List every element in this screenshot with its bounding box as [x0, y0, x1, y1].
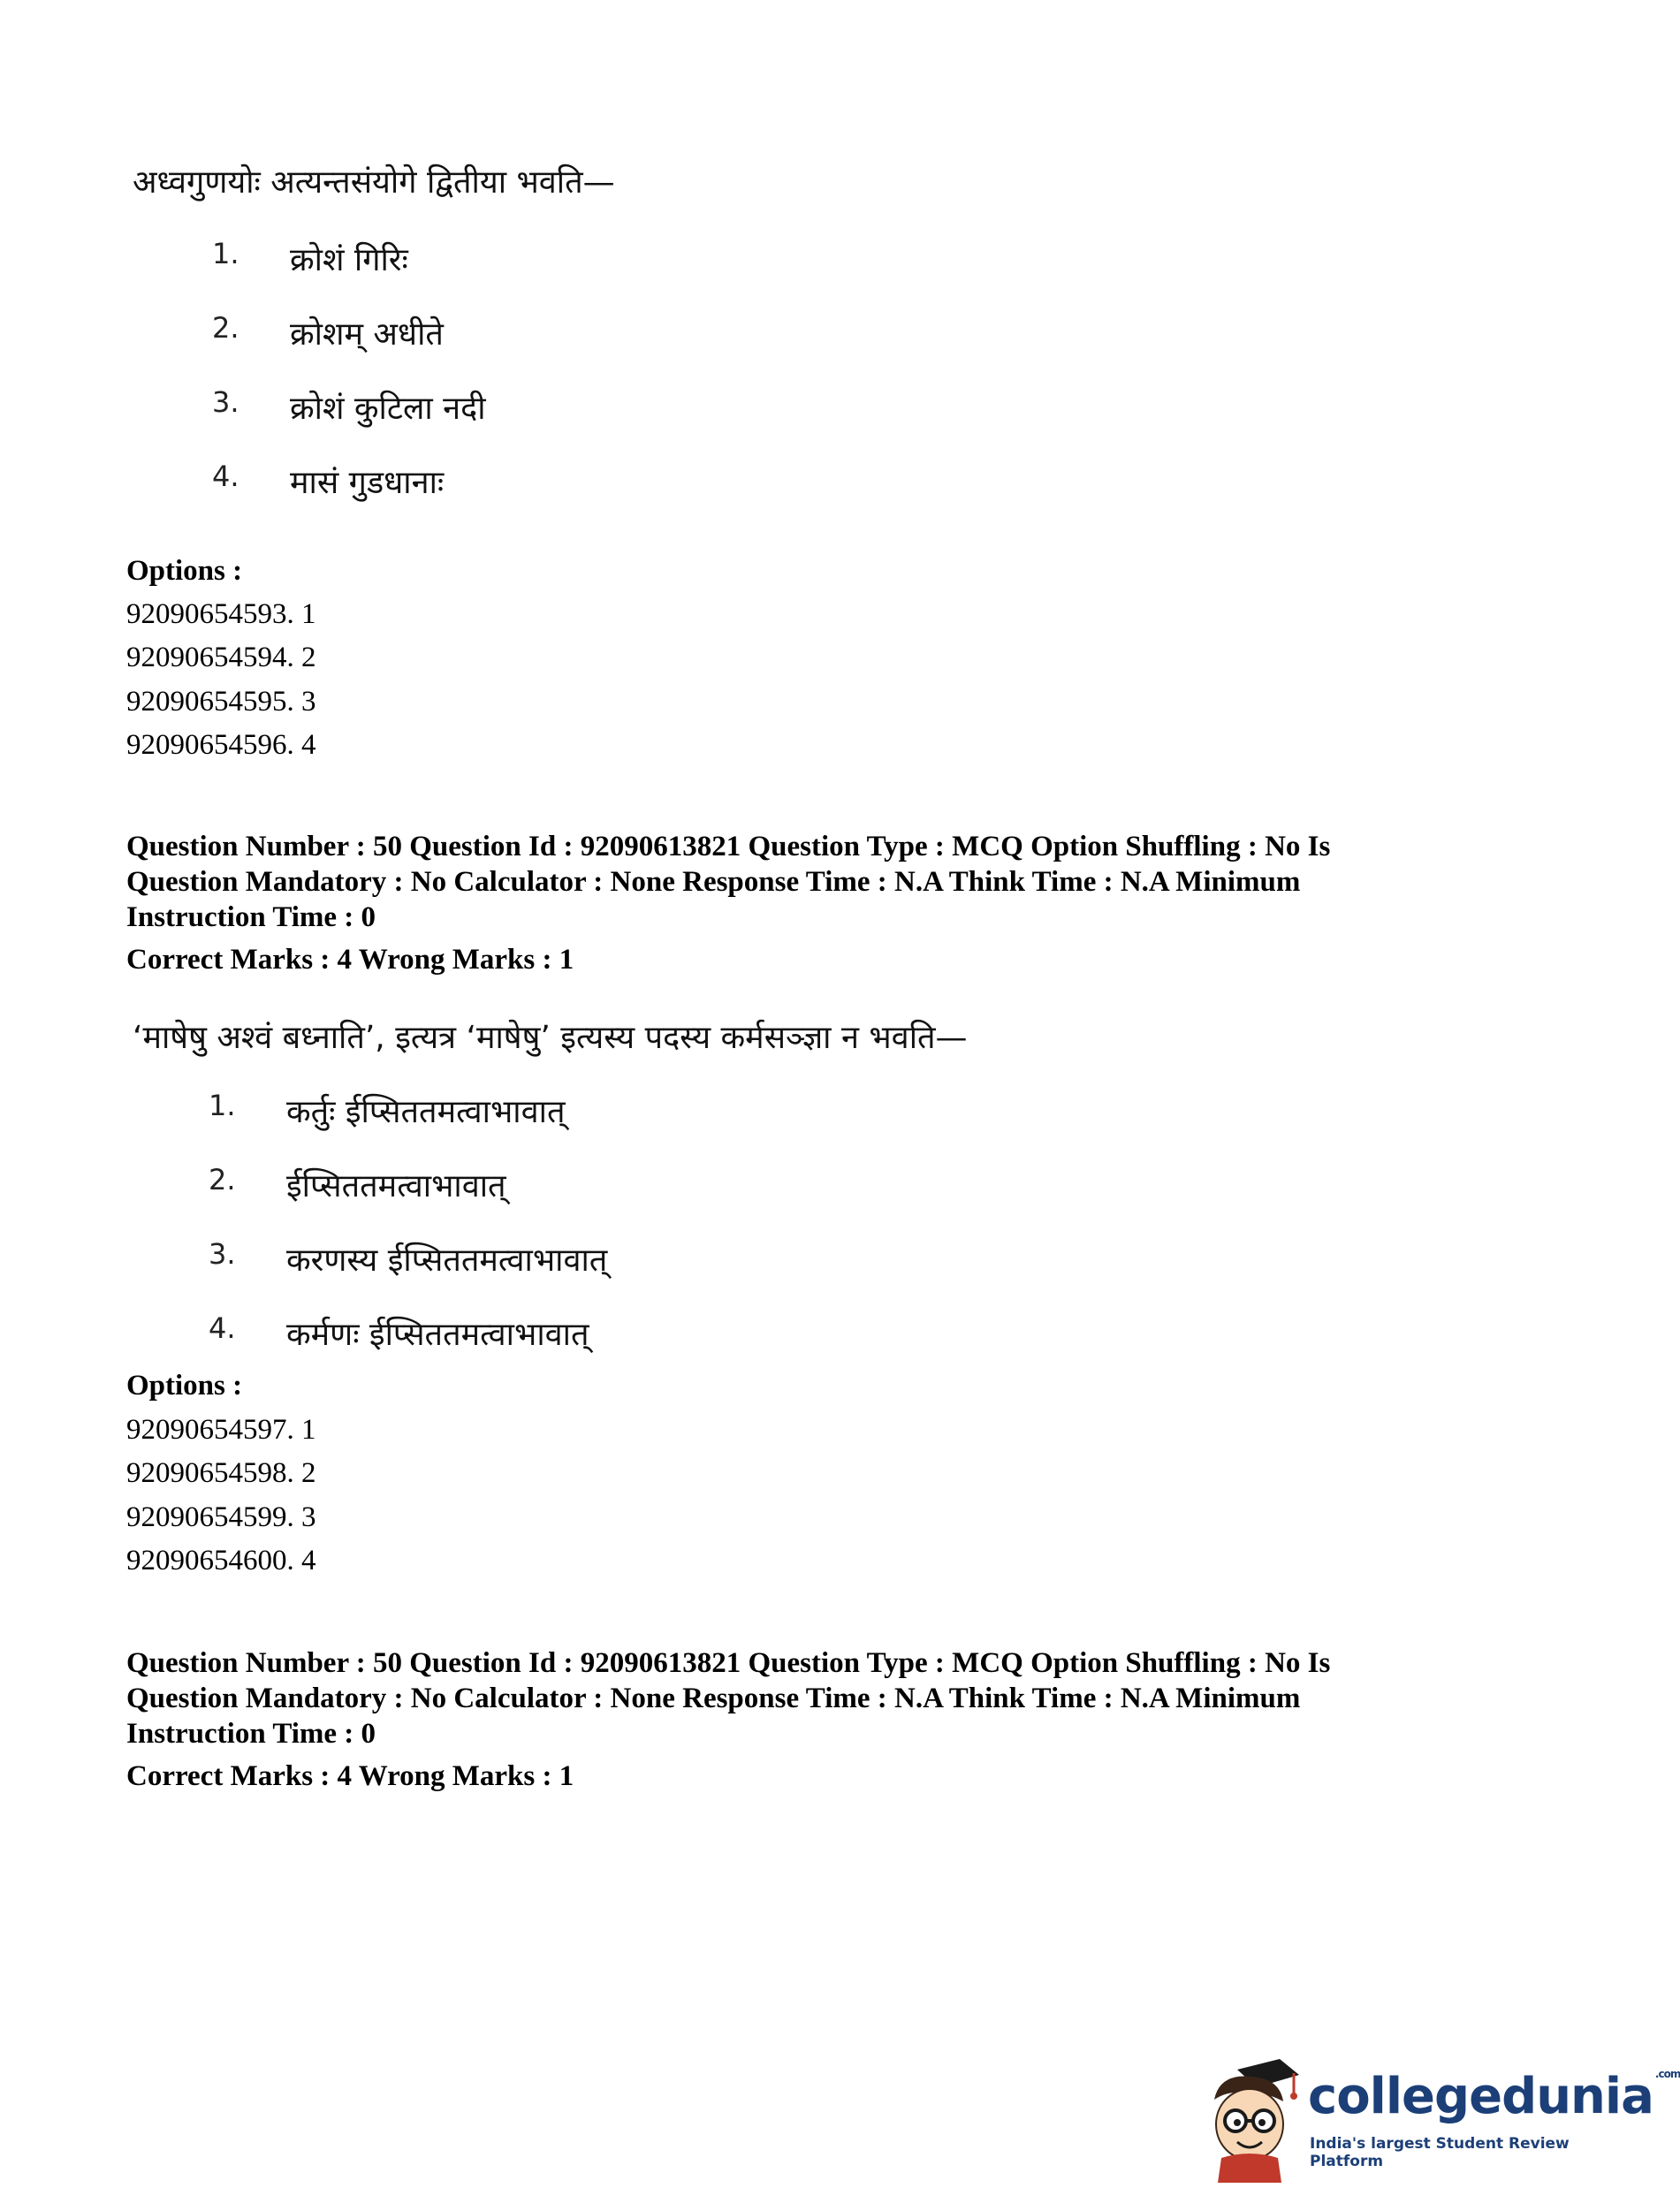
meta-line: Question Number : 50 Question Id : 92090613821 Question Type : MCQ Option Shuffling : No Is — [126, 1647, 1331, 1679]
question-meta — [126, 829, 1505, 935]
logo-superscript: .com — [1654, 2068, 1680, 2080]
meta-line: Instruction Time : 0 — [126, 901, 376, 933]
choice-number: 4. — [209, 1311, 236, 1345]
choice-text: कर्तुः ईप्सिततमत्वाभावात् — [286, 1094, 566, 1130]
marks-line: Correct Marks : 4 Wrong Marks : 1 — [126, 944, 574, 976]
logo-name: collegedunia $^{.com}$ — [1308, 2068, 1680, 2125]
option-line: 92090654600. 4 — [126, 1545, 316, 1576]
choice-text: मासं गुडधानाः — [290, 465, 445, 501]
option-line: 92090654593. 1 — [126, 598, 316, 630]
mascot-icon — [1202, 2050, 1308, 2183]
choice-text: क्रोशम् अधीते — [290, 316, 444, 353]
options-heading: Options : — [126, 555, 243, 587]
choice-text: कर्मणः ईप्सिततमत्वाभावात् — [286, 1317, 589, 1353]
meta-line: Question Mandatory : No Calculator : None Response Time : N.A Think Time : N.A Minimum — [126, 866, 1301, 898]
option-line: 92090654598. 2 — [126, 1457, 316, 1489]
collegedunia-logo — [1202, 2050, 1680, 2183]
options-heading: Options : — [126, 1370, 243, 1402]
option-line: 92090654599. 3 — [126, 1501, 316, 1533]
meta-line: Instruction Time : 0 — [126, 1718, 376, 1750]
choice-number: 3. — [209, 1237, 236, 1271]
choice-number: 2. — [212, 311, 239, 345]
choice-text: करणस्य ईप्सिततमत्वाभावात् — [286, 1242, 608, 1279]
choice-number: 1. — [209, 1089, 236, 1122]
option-line: 92090654597. 1 — [126, 1414, 316, 1446]
choice-text: ईप्सिततमत्वाभावात् — [286, 1168, 506, 1204]
marks-line: Correct Marks : 4 Wrong Marks : 1 — [126, 1760, 574, 1792]
choice-number: 2. — [209, 1163, 236, 1197]
option-line: 92090654594. 2 — [126, 642, 316, 673]
choice-number: 4. — [212, 460, 239, 493]
meta-line: Question Mandatory : No Calculator : None Response Time : N.A Think Time : N.A Minimum — [126, 1683, 1301, 1714]
choice-text: क्रोशं गिरिः — [290, 242, 408, 278]
choice-text: क्रोशं कुटिला नदी — [290, 391, 486, 427]
meta-line: Question Number : 50 Question Id : 92090613821 Question Type : MCQ Option Shuffling : No Is — [126, 831, 1331, 862]
logo-tagline: India's largest Student Review Platform — [1310, 2135, 1570, 2170]
option-line: 92090654596. 4 — [126, 729, 316, 761]
question-stem: अध्वगुणयोः अत्यन्तसंयोगे द्वितीया भवति— — [133, 164, 615, 201]
option-line: 92090654595. 3 — [126, 686, 316, 718]
question-meta — [126, 1645, 1505, 1751]
choice-number: 3. — [212, 385, 239, 419]
choice-number: 1. — [212, 237, 239, 270]
question-stem: ‘माषेषु अश्वं बध्नाति’, इत्यत्र ‘माषेषु’ इत्यस्य पदस्य कर्मसञ्ज्ञा न भवति— — [133, 1020, 968, 1056]
